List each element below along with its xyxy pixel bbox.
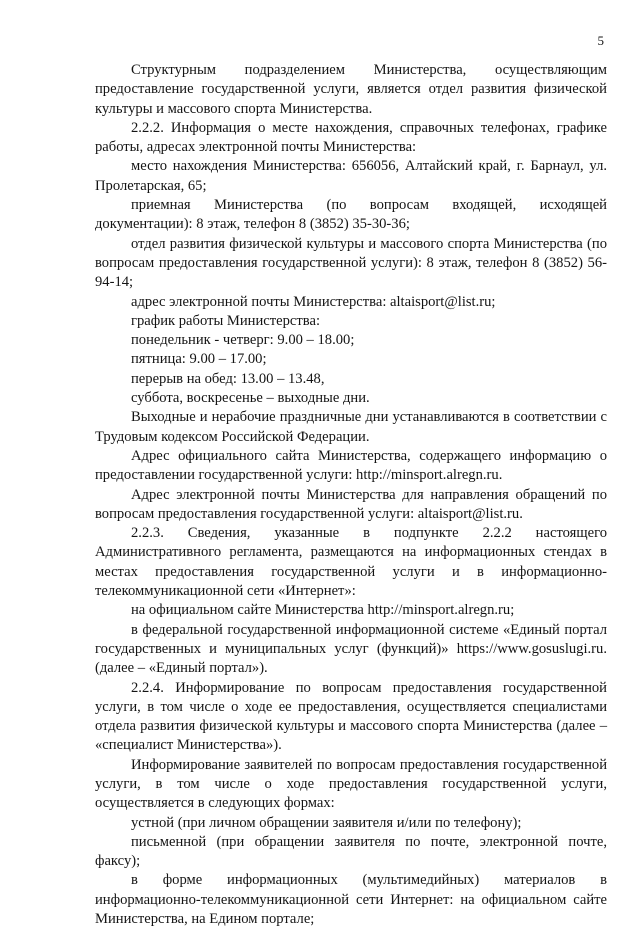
paragraph: приемная Министерства (по вопросам входящей, исходящей документации): 8 этаж, телефон 8 (3852) 35-30-36; (95, 197, 607, 233)
paragraph: 2.2.2. Информация о месте нахождения, справочных телефонах, графике работы, адресах электронной почты Министерства: (95, 119, 607, 156)
paragraph: на официальном сайте Министерства http://minsport.alregn.ru; (131, 602, 515, 619)
document-body (95, 61, 607, 929)
paragraph: письменной (при обращении заявителя по почте, электронной почте, факсу); (95, 833, 607, 870)
paragraph: график работы Министерства: (131, 312, 321, 329)
paragraph: 2.2.3. Сведения, указанные в подпункте 2.2.2 настоящего Административного регламента, размещаются на информационных стендах в местах предоставления государственной услуги и в информационно-телекоммуникационной сети «Интернет»: (95, 525, 607, 600)
paragraph: Структурным подразделением Министерства, осуществляющим предоставление государственной услуги, является отдел развития физической культуры и массового спорта Министерства. (95, 62, 607, 117)
paragraph: в федеральной государственной информационной системе «Единый портал государственных и муниципальных услуг (функций)» https://www.gosuslugi.ru. (далее – «Единый портал»). (95, 621, 607, 677)
paragraph: отдел развития физической культуры и массового спорта Министерства (по вопросам предоставления государственной услуги): 8 этаж, телефон 8 (3852) 56-94-14; (95, 235, 607, 291)
paragraph: Адрес электронной почты Министерства для направления обращений по вопросам предоставления государственной услуги: altaisport@list.ru. (95, 486, 607, 522)
paragraph: адрес электронной почты Министерства: altaisport@list.ru; (131, 293, 496, 310)
paragraph: суббота, воскресенье – выходные дни. (131, 390, 370, 407)
paragraph: устной (при личном обращении заявителя и/или по телефону); (131, 814, 522, 831)
paragraph: перерыв на обед: 13.00 – 13.48, (131, 370, 325, 387)
paragraph: Информирование заявителей по вопросам предоставления государственной услуги, в том числе о ходе предоставления государственной услуги, осуществляется в следующих формах: (95, 756, 607, 812)
paragraph: понедельник - четверг: 9.00 – 18.00; (131, 332, 355, 349)
paragraph: Выходные и нерабочие праздничные дни устанавливаются в соответствии с Трудовым кодексом Российской Федерации. (95, 409, 607, 445)
paragraph: в форме информационных (мультимедийных) материалов в информационно-телекоммуникационной сети Интернет: на официальном сайте Министерства, на Едином портале; (95, 872, 607, 928)
page-number: 5 (597, 33, 604, 48)
paragraph: Адрес официального сайта Министерства, содержащего информацию о предоставлении государственной услуги: http://minsport.alregn.ru. (95, 447, 607, 484)
paragraph: пятница: 9.00 – 17.00; (131, 351, 267, 368)
paragraph: 2.2.4. Информирование по вопросам предоставления государственной услуги, в том числе о ходе ее предоставления, осуществляется специалистами отдела развития физической культуры и массового спорта Министерства (далее – «специалист Министерства»). (95, 679, 607, 754)
paragraph: место нахождения Министерства: 656056, Алтайский край, г. Барнаул, ул. Пролетарская, 65; (95, 158, 607, 194)
